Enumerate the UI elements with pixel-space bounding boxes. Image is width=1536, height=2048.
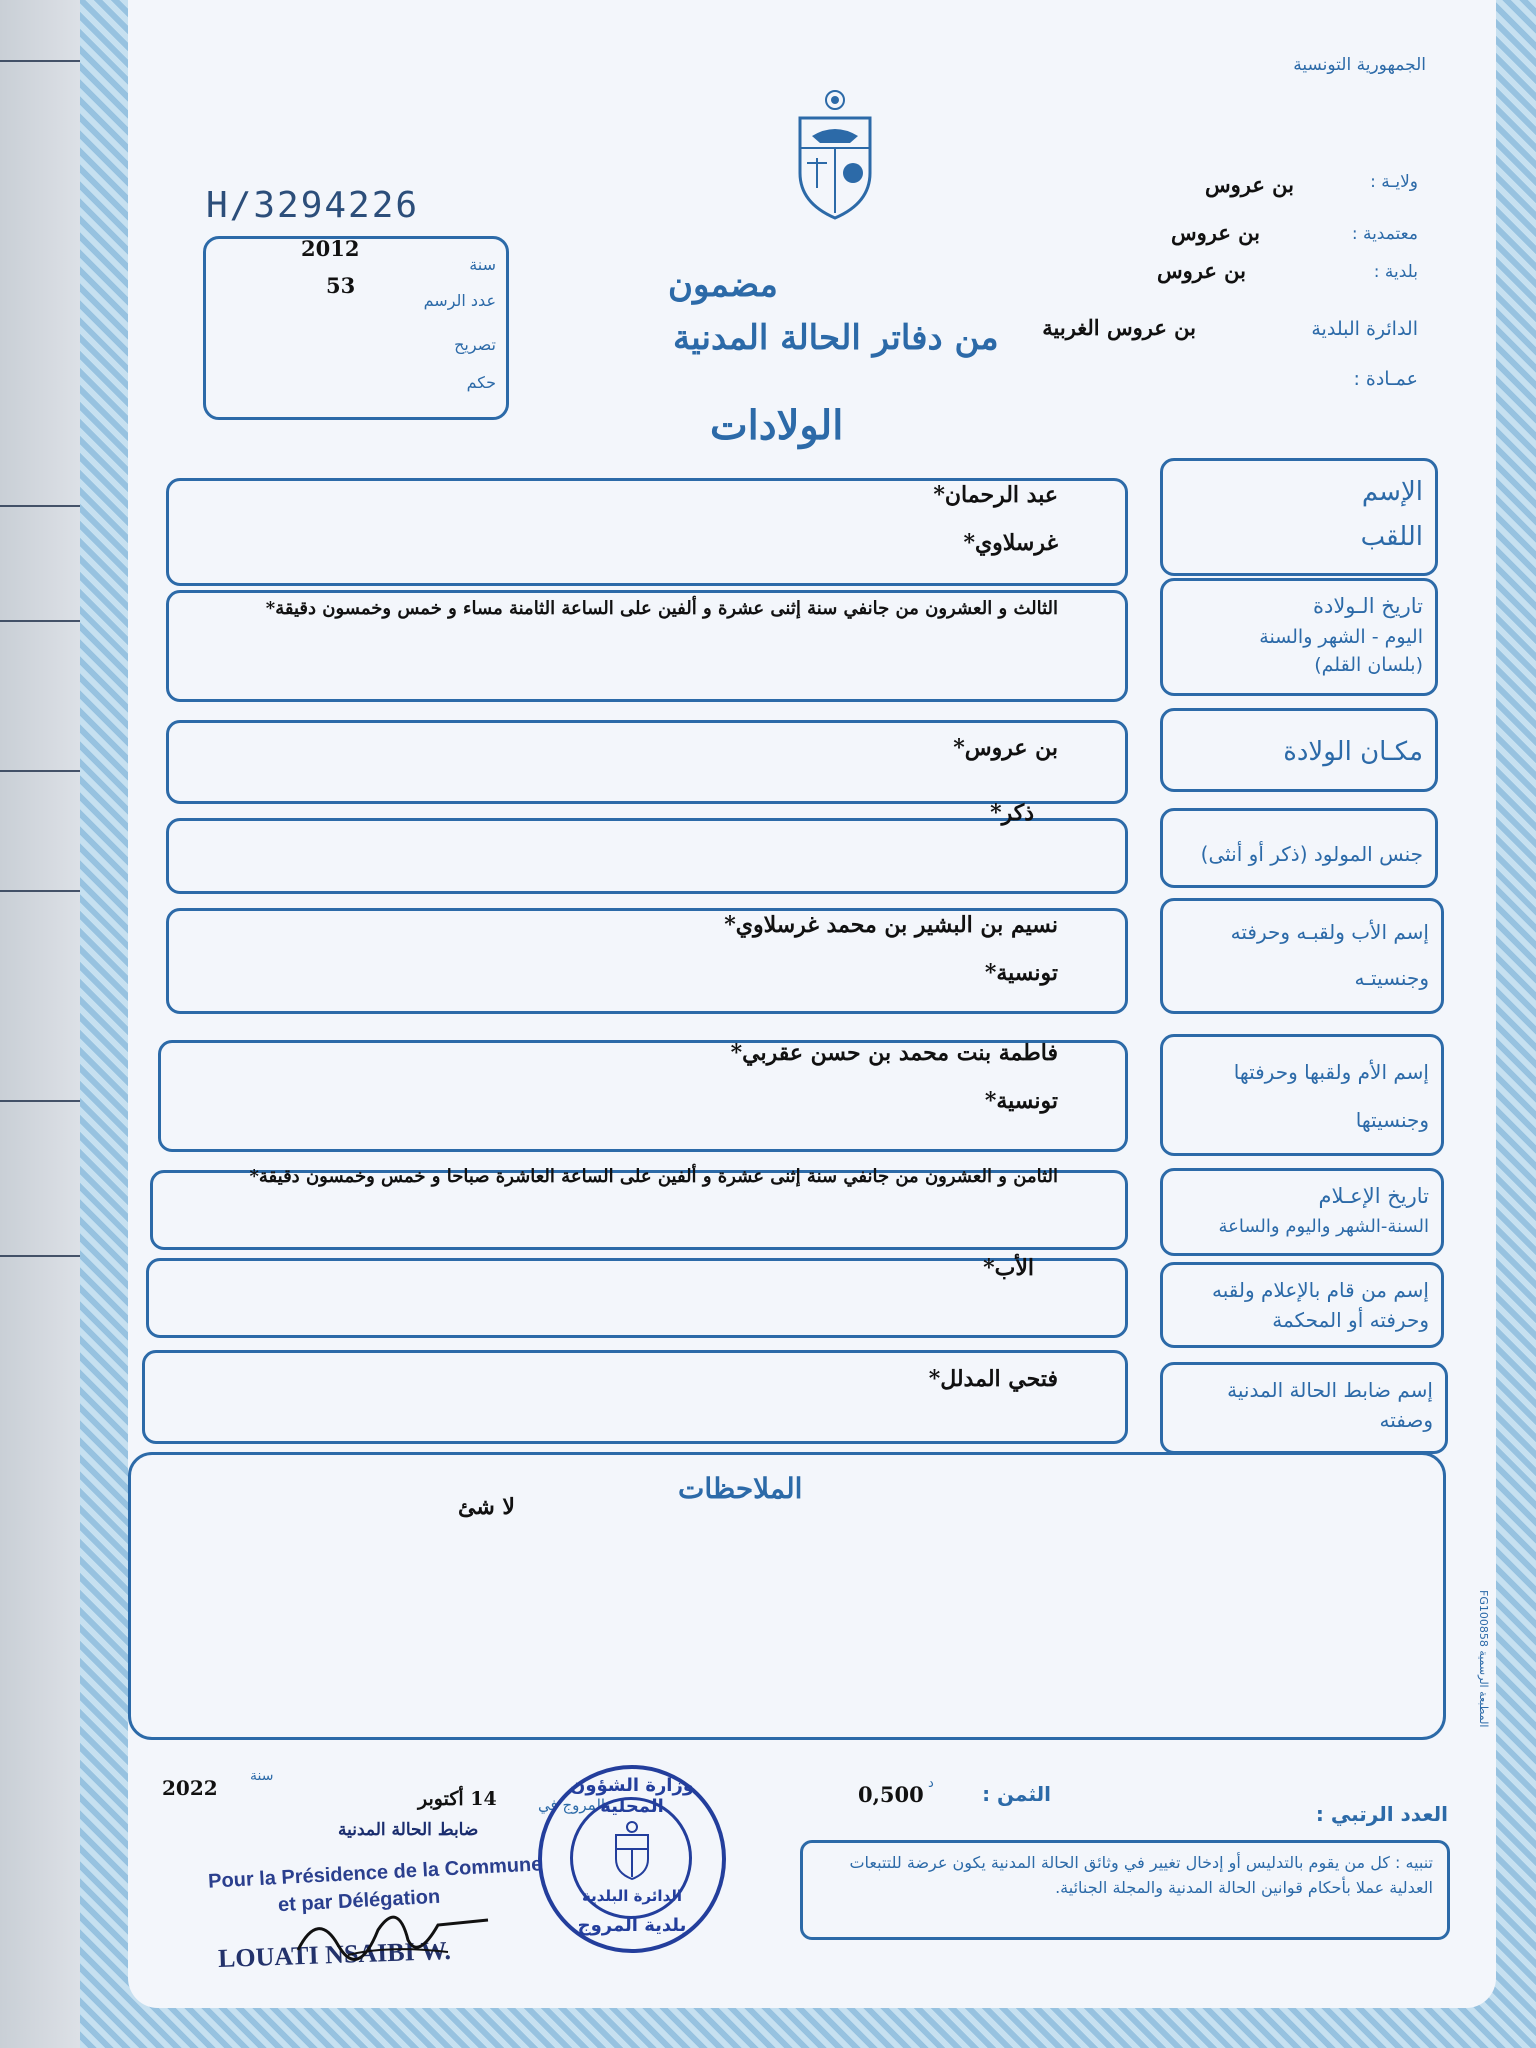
title-extract: مضمون xyxy=(668,265,778,305)
birth-date-label-2: اليوم - الشهر والسنة xyxy=(1259,625,1423,648)
price-value: 0,500 xyxy=(858,1782,924,1807)
mother-label-1: إسم الأم ولقبها وحرفتها xyxy=(1233,1060,1429,1084)
birth-date-label-box xyxy=(1160,578,1438,696)
name-label-box xyxy=(1160,458,1438,576)
officer-title: ضابط الحالة المدنية xyxy=(338,1820,479,1840)
father-value: نسيم بن البشير بن محمد غرسلاوي* xyxy=(724,912,1058,938)
father-nationality: تونسية* xyxy=(984,960,1058,986)
birth-certificate xyxy=(80,0,1536,2048)
register-year-value: 2012 xyxy=(301,236,360,261)
officer-label-box xyxy=(1160,1362,1448,1454)
register-declaration-label: تصريح xyxy=(454,335,496,354)
name-value: عبد الرحمان* xyxy=(933,482,1058,508)
father-label-2: وجنسيتـه xyxy=(1354,966,1429,990)
baladia-value: بن عروس xyxy=(1156,258,1246,283)
stamp-bottom-text: بلدية المروج xyxy=(577,1915,687,1936)
coat-of-arms-icon xyxy=(790,88,880,223)
declarant-label-2: وحرفته أو المحكمة xyxy=(1272,1308,1429,1332)
remarks-value: لا شئ xyxy=(458,1494,515,1520)
surname-label: اللقب xyxy=(1360,522,1423,552)
price-unit: د xyxy=(928,1776,934,1791)
sex-value-box xyxy=(166,818,1128,894)
declarant-label-1: إسم من قام بالإعلام ولقبه xyxy=(1212,1278,1429,1302)
register-number-value: 53 xyxy=(326,273,356,298)
birth-place-label-box xyxy=(1160,708,1438,792)
serial-number-label: العدد الرتبي : xyxy=(1315,1802,1448,1826)
omada-label: عمـادة : xyxy=(1353,368,1418,390)
declaration-date-label-box xyxy=(1160,1168,1444,1256)
birth-place-value: بن عروس* xyxy=(953,735,1058,761)
father-label-1: إسم الأب ولقبـه وحرفته xyxy=(1230,920,1429,944)
birth-date-label-3: (بلسان القلم) xyxy=(1314,654,1423,676)
officer-label-2: وصفته xyxy=(1379,1408,1433,1432)
sex-label-box xyxy=(1160,808,1438,888)
remarks-label: الملاحظات xyxy=(678,1472,803,1505)
serial-number: H/3294226 xyxy=(206,185,420,226)
declaration-date-label-1: تاريخ الإعـلام xyxy=(1318,1184,1429,1208)
signature xyxy=(288,1890,508,1970)
daira-value: بن عروس الغربية xyxy=(1042,315,1196,340)
mother-label-2: وجنسيتها xyxy=(1355,1108,1429,1132)
delegation-line-2: et par Délégation xyxy=(277,1885,441,1917)
surname-value: غرسلاوي* xyxy=(963,530,1058,556)
certificate-body xyxy=(128,0,1496,2008)
daira-label: الدائرة البلدية xyxy=(1311,318,1418,340)
register-box xyxy=(203,236,509,420)
register-number-label: عدد الرسم xyxy=(423,291,496,310)
sex-label: جنس المولود (ذكر أو أنثى) xyxy=(1200,842,1423,866)
wilaya-value: بن عروس xyxy=(1204,172,1294,197)
delegation-line-1: Pour la Présidence de la Commune xyxy=(207,1853,543,1893)
motamadia-value: بن عروس xyxy=(1170,220,1260,245)
register-year-label: سنة xyxy=(469,255,496,274)
declarant-value: الأب* xyxy=(983,1255,1034,1281)
birth-place-label: مكـان الولادة xyxy=(1283,737,1423,767)
register-judgment-label: حكم xyxy=(466,373,496,392)
stamp-outer-text: وزارة الشؤون المحلية xyxy=(569,1775,695,1817)
year-label: سنة xyxy=(250,1768,274,1784)
signatory-name: LOUATI NSAIBI W. xyxy=(217,1935,452,1974)
birth-date-value: الثالث و العشرون من جانفي سنة إثنى عشرة و ألفين على الساعة الثامنة مساء و خمس وخمسون دقيقة* xyxy=(265,598,1058,619)
mother-value: فاطمة بنت محمد بن حسن عقربي* xyxy=(730,1040,1058,1066)
father-label-box xyxy=(1160,898,1444,1014)
stamp-emblem-icon xyxy=(612,1821,652,1881)
legal-notice: تنبيه : كل من يقوم بالتدليس أو إدخال تغيير في وثائق الحالة المدنية يكون عرضة للتتبعات العدلية عملا بأحكام قوانين الحالة المدنية والمجلة الجنائية. xyxy=(800,1840,1450,1940)
price-label: الثمن : xyxy=(982,1782,1051,1806)
title-births: الولادات xyxy=(710,402,844,449)
declarant-label-box xyxy=(1160,1262,1444,1348)
stamp-inner-text: الدائرة البلدية xyxy=(581,1887,683,1905)
declarant-value-box xyxy=(146,1258,1128,1338)
baladia-label: بلدية : xyxy=(1373,262,1418,282)
officer-value: فتحي المدلل* xyxy=(928,1366,1058,1392)
officer-value-box xyxy=(142,1350,1128,1444)
republic-title: الجمهورية التونسية xyxy=(1293,55,1426,75)
wilaya-label: ولايـة : xyxy=(1370,172,1418,192)
mother-label-box xyxy=(1160,1034,1444,1156)
sex-value: ذكر* xyxy=(990,800,1034,826)
birth-date-label-1: تاريخ الـولادة xyxy=(1312,594,1423,618)
declaration-date-label-2: السنة-الشهر واليوم والساعة xyxy=(1218,1215,1429,1237)
title-from-registers: من دفاتر الحالة المدنية xyxy=(673,318,999,358)
year-value: 2022 xyxy=(162,1776,218,1800)
date-value: 14 أكتوبر xyxy=(418,1788,497,1810)
dated-label: المروج في xyxy=(538,1796,606,1814)
municipal-stamp xyxy=(538,1765,726,1953)
officer-label-1: إسم ضابط الحالة المدنية xyxy=(1227,1378,1433,1402)
motamadia-label: معتمدية : xyxy=(1351,224,1418,244)
name-label: الإسم xyxy=(1361,477,1423,507)
printer-note-holder xyxy=(1472,1590,1492,1820)
birth-place-value-box xyxy=(166,720,1128,804)
declaration-date-value: الثامن و العشرون من جانفي سنة إثنى عشرة و ألفين على الساعة العاشرة صباحا و خمس وخمسون دقيقة* xyxy=(249,1166,1058,1187)
mother-nationality: تونسية* xyxy=(984,1088,1058,1114)
printer-note: المطبعة الرسمية FG100858 xyxy=(1477,1590,1490,1728)
